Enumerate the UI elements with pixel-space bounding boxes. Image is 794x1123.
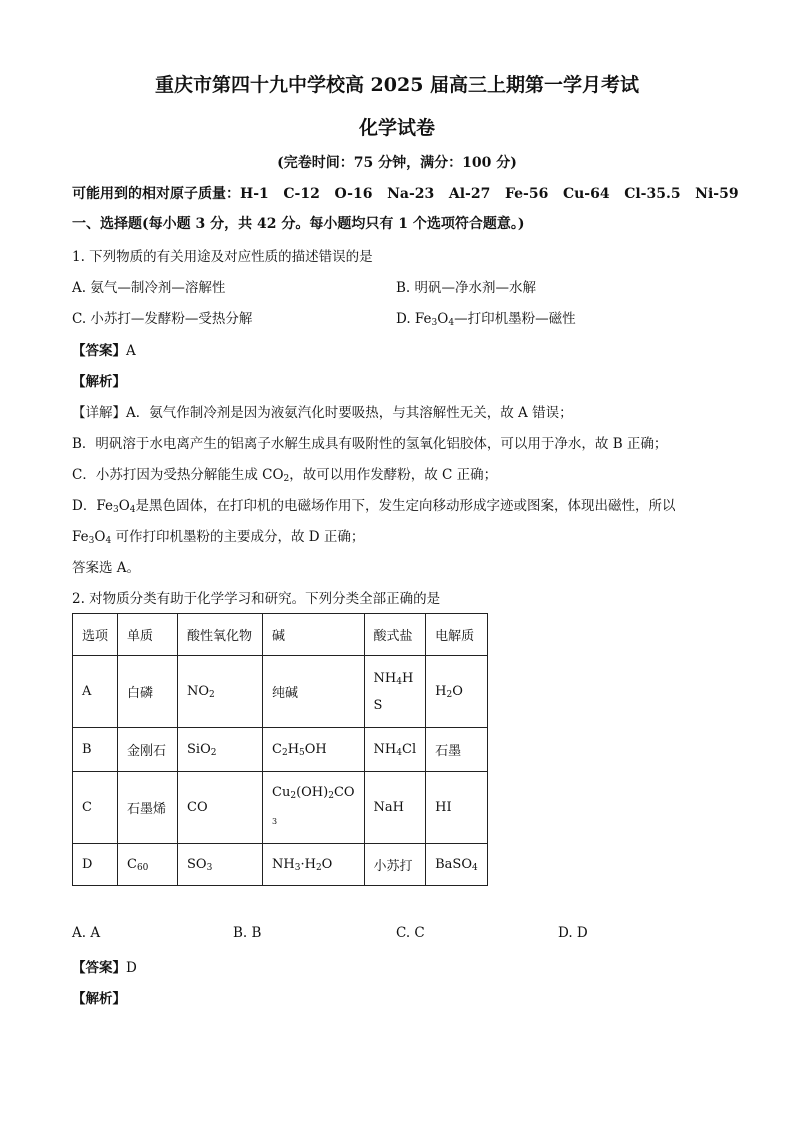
- question-1-detail-line-3: C．小苏打因为受热分解能生成 $CO_2$，故可以用作发酵粉，故 C 正确；: [72, 467, 498, 484]
- table-cell: C: [73, 772, 118, 844]
- header-cell: 碱: [263, 614, 365, 656]
- table-cell: $NH_4H$ S: [364, 656, 426, 728]
- question-1-option-b: B. 明矾—净水剂—水解: [396, 280, 537, 296]
- question-1-detail-line-4: D．$Fe_3O_4$是黑色固体，在打印机的电磁场作用下，发生定向移动形成字迹或图案，体现出磁性，所以: [72, 498, 676, 515]
- section-heading: 一、选择题(每小题 3 分，共 42 分。每小题均只有 1 个选项符合题意。): [72, 216, 525, 232]
- table-cell: 纯碱: [263, 656, 365, 728]
- table-cell: 石墨烯: [118, 772, 178, 844]
- table-cell: A: [73, 656, 118, 728]
- question-2-option-c: C. C: [396, 925, 425, 941]
- table-cell: B: [73, 728, 118, 772]
- header-cell: 酸性氧化物: [178, 614, 263, 656]
- table-cell: BaSO$_4$: [426, 844, 488, 886]
- table-cell: $C_{60}$: [118, 844, 178, 886]
- exam-time-info: (完卷时间：75 分钟，满分：100 分): [277, 155, 517, 171]
- table-cell: CO: [178, 772, 263, 844]
- table-cell: $NH_3\cdot H_2O$: [263, 844, 365, 886]
- question-2-option-d: D. D: [558, 925, 588, 941]
- table-cell: D: [73, 844, 118, 886]
- question-1-detail-line-1: 【详解】A．氨气作制冷剂是因为液氨汽化时要吸热，与其溶解性无关，故 A 错误；: [72, 405, 573, 421]
- table-cell: $NO_2$: [178, 656, 263, 728]
- header-cell: 选项: [73, 614, 118, 656]
- table-row: [73, 772, 488, 844]
- table-cell: $C_2H_5OH$: [263, 728, 365, 772]
- table-cell: NaH: [364, 772, 426, 844]
- question-1-conclusion: 答案选 A。: [72, 560, 141, 576]
- header-cell: 单质: [118, 614, 178, 656]
- question-2-answer: 【答案】D: [72, 960, 137, 976]
- question-1-option-d: D. $Fe_3O_4—$打印机墨粉—磁性: [396, 311, 576, 328]
- question-2-option-a: A. A: [72, 925, 101, 941]
- table-row: [73, 728, 488, 772]
- table-cell: $SO_3$: [178, 844, 263, 886]
- question-2-option-b: B. B: [233, 925, 262, 941]
- question-1-option-c: C. 小苏打—发酵粉—受热分解: [72, 311, 253, 327]
- question-1-detail-line-5: $Fe_3O_4$ 可作打印机墨粉的主要成分，故 D 正确；: [72, 529, 365, 546]
- table-cell: 白磷: [118, 656, 178, 728]
- question-2-analysis-tag: 【解析】: [72, 991, 126, 1007]
- question-2-stem: 2. 对物质分类有助于化学学习和研究。下列分类全部正确的是: [72, 591, 441, 607]
- question-1-stem: 1. 下列物质的有关用途及对应性质的描述错误的是: [72, 249, 373, 265]
- page-title: 重庆市第四十九中学校高 2025 届高三上期第一学月考试: [154, 74, 640, 96]
- table-cell: SiO$_2$: [178, 728, 263, 772]
- table-cell: $Cu_2(OH)_2CO$ 3: [263, 772, 365, 844]
- table-cell: 金刚石: [118, 728, 178, 772]
- table-cell: 小苏打: [364, 844, 426, 886]
- question-1-answer: 【答案】A: [72, 343, 136, 359]
- table-row: [73, 656, 488, 728]
- question-1-analysis-tag: 【解析】: [72, 374, 126, 390]
- atomic-masses: 可能用到的相对原子质量：H-1 C-12 O-16 Na-23 Al-27 Fe-56 Cu-64 Cl-35.5 Ni-59: [72, 186, 739, 202]
- question-1-option-a: A. 氨气—制冷剂—溶解性: [72, 280, 226, 296]
- question-1-detail-line-2: B．明矾溶于水电离产生的铝离子水解生成具有吸附性的氢氧化铝胶体，可以用于净水，故 B 正确；: [72, 436, 668, 452]
- classification-table: [72, 613, 488, 886]
- table-cell: $H_2O$: [426, 656, 488, 728]
- table-cell: $NH_4Cl$: [364, 728, 426, 772]
- table-row: [73, 844, 488, 886]
- page-subtitle: 化学试卷: [358, 117, 435, 139]
- header-cell: 电解质: [426, 614, 488, 656]
- header-cell: 酸式盐: [364, 614, 426, 656]
- table-header-row: [73, 614, 488, 656]
- table-cell: 石墨: [426, 728, 488, 772]
- table-cell: HI: [426, 772, 488, 844]
